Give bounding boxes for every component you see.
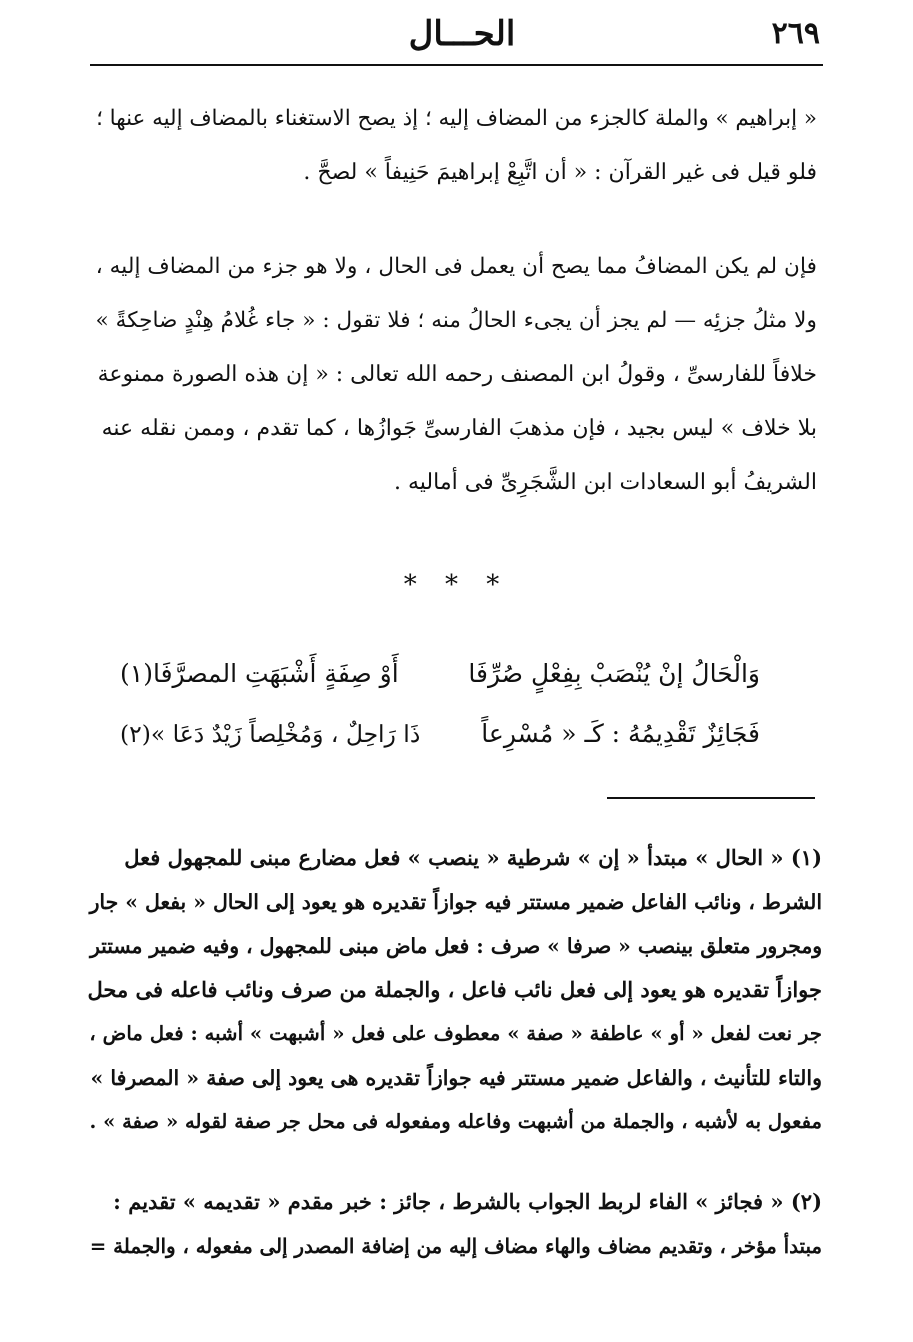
- footnote-line: مبتدأ مؤخر ، وتقديم مضاف والهاء مضاف إليه من إضافة المصدر إلى مفعوله ، والجملة =: [89, 1234, 822, 1258]
- header-rule: [90, 64, 823, 66]
- page-number: ٢٦٩: [771, 16, 820, 51]
- footnote-line: (٢) « فجائز » الفاء لربط الجواب بالشرط ، جائز : خبر مقدم « تقديمه » تقديم :: [113, 1189, 822, 1214]
- text-line: ولا مثلُ جزئِه — لم يجز أن يجىء الحالُ منه ؛ فلا تقول : « جاء غُلامُ هِنْدٍ ضاحِكةً »: [95, 308, 817, 333]
- footnote-line: والتاء للتأنيث ، والفاعل ضمير مستتر فيه جوازاً تقديره هى يعود إلى صفة « المصرفا »: [90, 1066, 822, 1090]
- footnote-line: جر نعت لفعل « أو » عاطفة « صفة » معطوف على فعل « أشبهت » أشبه : فعل ماض ،: [89, 1022, 822, 1045]
- verse-first-hemistich: وَالْحَالُ إنْ يُنْصَبْ بِفِعْلٍ صُرِّفَا: [468, 659, 760, 688]
- text-line: فلو قيل فى غير القرآن : « أن اتَّبِعْ إبراهيمَ حَنِيفاً » لصحَّ .: [303, 160, 817, 185]
- footnote-2: [82, 1180, 822, 1268]
- text-line: « إبراهيم » والملة كالجزء من المضاف إليه ؛ إذ يصح الاستغناء بالمضاف إليه عنها ؛: [96, 106, 817, 131]
- paragraph-1: [88, 92, 817, 200]
- footnote-line: الشرط ، ونائب الفاعل ضمير مستتر فيه جوازاً تقديره هو يعود إلى الحال « بفعل » جار: [89, 890, 822, 914]
- text-line: الشريفُ أبو السعادات ابن الشَّجَرِىِّ فى أماليه .: [394, 470, 817, 495]
- text-line: خلافاً للفارسىِّ ، وقولُ ابن المصنف رحمه الله تعالى : « إن هذه الصورة ممنوعة: [97, 362, 817, 387]
- footnote-line: ومجرور متعلق بينصب « صرفا » صرف : فعل ماض مبنى للمجهول ، وفيه ضمير مستتر: [89, 934, 822, 958]
- text-line: بلا خلاف » ليس بجيد ، فإن مذهبَ الفارسىِّ جَوازُها ، كما تقدم ، وممن نقله عنه: [101, 416, 817, 441]
- verse-second-hemistich: ذَا رَاحِلٌ ، وَمُخْلِصاً زَيْدٌ دَعَا »(٢): [120, 720, 421, 748]
- text-line: فإن لم يكن المضافُ مما يصح أن يعمل فى الحال ، ولا هو جزء من المضاف إليه ،: [95, 254, 817, 279]
- section-separator: * * *: [403, 570, 510, 600]
- verse-first-hemistich: فَجَائِزٌ تَقْدِيمُهُ : كَـ « مُسْرِعاً: [481, 719, 760, 748]
- verse-line: [120, 710, 760, 758]
- footnote-line: جوازاً تقديره هو يعود إلى فعل نائب فاعل ، والجملة من صرف ونائب فاعله فى محل: [87, 977, 822, 1002]
- footnote-line: (١) « الحال » مبتدأ « إن » شرطية « ينصب » فعل مضارع مبنى للمجهول فعل: [124, 845, 822, 870]
- paragraph-2: [88, 240, 817, 510]
- footnote-rule: [607, 797, 815, 799]
- verse-second-hemistich: أَوْ صِفَةٍ أَشْبَهَتِ المصرَّفَا(١): [120, 659, 399, 688]
- footnote-line: مفعول به لأشبه ، والجملة من أشبهت وفاعله ومفعوله فى محل جر صفة لقوله « صفة » .: [89, 1110, 822, 1133]
- page-header: [104, 8, 820, 62]
- footnote-1: [82, 836, 822, 1144]
- running-title: الحـــال: [408, 14, 516, 54]
- verse-line: [120, 650, 760, 698]
